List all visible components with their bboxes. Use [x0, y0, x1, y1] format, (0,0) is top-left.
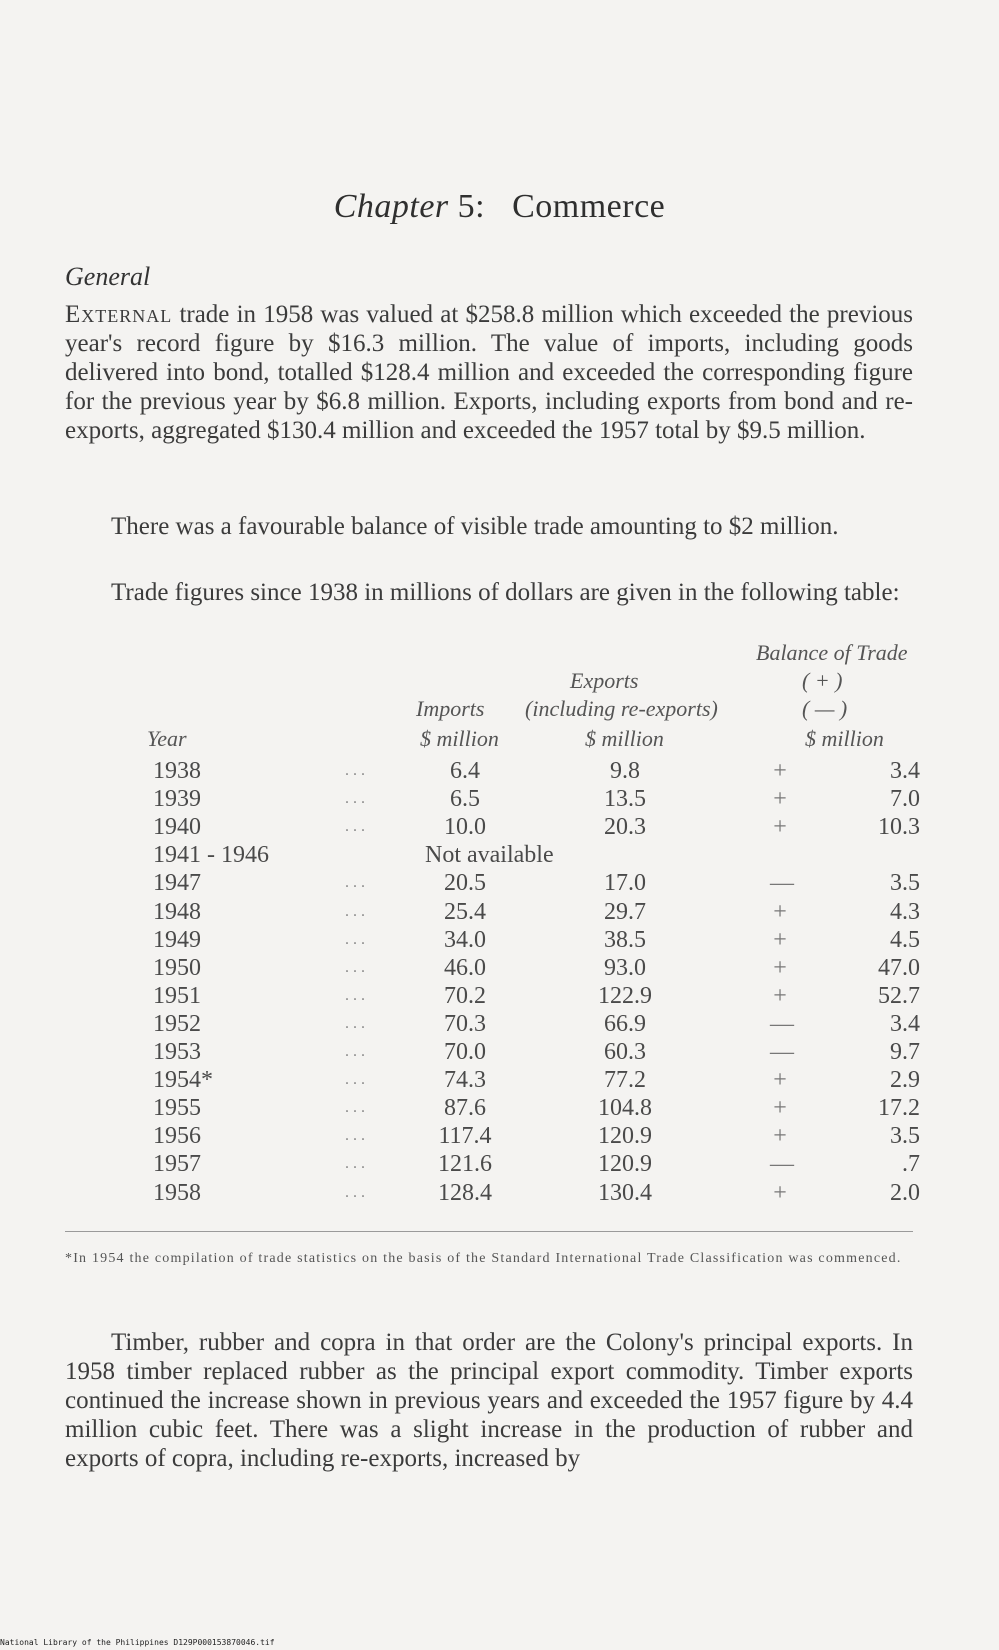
paragraph-exports: Timber, rubber and copra in that order are the Colony's principal exports. In 1958 timber replaced rubber as the principal export commodity. Timber exports continued the increase shown in previous years and exceeded the 1957 figure by 4.4 million cubic feet. There was a slight increase in the production of rubber and exports of copra, including re-exports, increased by — [65, 1329, 913, 1472]
table-row — [65, 1151, 920, 1179]
cell-balance: 10.3 — [878, 814, 920, 841]
cell-year: 1941 - 1946 — [153, 842, 269, 869]
cell-imports: 25.4 — [444, 898, 486, 925]
cell-exports: 38.5 — [604, 926, 646, 953]
scan-label: National Library of the Philippines D129P000153870046.tif — [0, 1638, 275, 1647]
cell-year: 1955 — [153, 1095, 201, 1122]
trade-table — [65, 640, 920, 1220]
cell-imports: 128.4 — [438, 1179, 492, 1206]
lead-word: External — [65, 301, 173, 328]
table-row — [65, 786, 920, 814]
cell-year: 1957 — [153, 1151, 201, 1178]
cell-year: 1948 — [153, 898, 201, 925]
cell-year: 1949 — [153, 926, 201, 953]
cell-exports: 93.0 — [604, 954, 646, 981]
chapter-prefix: Chapter — [333, 188, 449, 225]
cell-imports: 117.4 — [438, 1123, 492, 1150]
footnote-divider — [65, 1231, 913, 1232]
cell-year: 1954* — [153, 1067, 213, 1094]
cell-balance: 7.0 — [890, 786, 920, 813]
cell-exports: 13.5 — [604, 786, 646, 813]
header-imports-unit: $ million — [420, 726, 499, 751]
cell-year: 1951 — [153, 982, 201, 1009]
cell-balance: 3.5 — [890, 870, 920, 897]
cell-imports: 10.0 — [444, 814, 486, 841]
cell-exports: 17.0 — [604, 870, 646, 897]
cell-exports: 9.8 — [610, 758, 640, 784]
cell-balance-sign: + — [773, 1179, 787, 1206]
chapter-name: Commerce — [512, 188, 666, 225]
cell-imports: 70.3 — [444, 1010, 486, 1037]
cell-leader-dots: . . . — [345, 1183, 365, 1201]
header-exports-unit: $ million — [585, 726, 664, 751]
chapter-number: 5: — [457, 188, 486, 225]
cell-leader-dots: . . . — [345, 958, 365, 976]
cell-year: 1939 — [153, 786, 201, 813]
cell-balance: .7 — [902, 1151, 920, 1178]
cell-balance-sign: + — [773, 954, 787, 981]
table-row — [65, 758, 920, 786]
cell-leader-dots: . . . — [345, 1014, 365, 1032]
cell-leader-dots: . . . — [345, 1127, 365, 1145]
table-row — [65, 1123, 920, 1151]
cell-imports: 74.3 — [444, 1067, 486, 1094]
table-row — [65, 926, 920, 955]
cell-year: 1940 — [153, 814, 201, 841]
cell-exports: 29.7 — [604, 898, 646, 925]
cell-year: 1956 — [153, 1123, 201, 1150]
cell-imports: 121.6 — [438, 1151, 492, 1178]
cell-balance: 3.4 — [890, 1010, 920, 1037]
cell-year: 1953 — [153, 1039, 201, 1065]
cell-balance-sign: + — [773, 1095, 787, 1122]
cell-balance-sign: + — [773, 982, 787, 1009]
cell-balance-sign: + — [773, 898, 787, 925]
cell-imports: 20.5 — [444, 870, 486, 897]
table-row — [65, 1067, 920, 1095]
cell-balance: 2.0 — [890, 1179, 920, 1206]
cell-year: 1958 — [153, 1179, 201, 1206]
cell-balance: 4.3 — [890, 898, 920, 925]
cell-balance: 3.4 — [890, 758, 920, 784]
cell-balance-sign: + — [773, 1123, 787, 1150]
cell-exports: 20.3 — [604, 814, 646, 841]
cell-imports: 46.0 — [444, 954, 486, 981]
chapter-title — [0, 188, 999, 226]
cell-leader-dots: . . . — [345, 986, 365, 1004]
cell-exports: 66.9 — [604, 1010, 646, 1037]
table-row — [65, 954, 920, 983]
table-row — [65, 1039, 920, 1067]
cell-leader-dots: . . . — [345, 874, 365, 892]
paragraph-balance: There was a favourable balance of visible trade amounting to $2 million. — [111, 513, 839, 540]
cell-leader-dots: . . . — [345, 1043, 365, 1060]
cell-leader-dots: . . . — [345, 1155, 365, 1173]
cell-year: 1938 — [153, 758, 201, 784]
cell-balance-sign: + — [773, 758, 787, 784]
cell-imports: 6.4 — [450, 758, 480, 784]
cell-imports: 6.5 — [450, 786, 480, 813]
footnote: *In 1954 the compilation of trade statistics on the basis of the Standard International Trade Classification was commenced. — [65, 1251, 902, 1266]
cell-leader-dots: . . . — [345, 1071, 365, 1089]
table-row — [65, 898, 920, 927]
cell-balance-sign: + — [773, 786, 787, 813]
cell-balance-sign: + — [773, 926, 787, 953]
cell-imports: 70.0 — [444, 1039, 486, 1065]
table-row — [65, 870, 920, 898]
cell-balance: 4.5 — [890, 926, 920, 953]
table-row — [65, 814, 920, 842]
section-heading: General — [65, 262, 151, 291]
header-balance-title: Balance of Trade — [756, 640, 908, 665]
cell-leader-dots: . . . — [345, 818, 365, 836]
header-balance-plus: ( + ) — [802, 668, 843, 693]
cell-balance-sign: — — [770, 1010, 794, 1037]
cell-balance: 9.7 — [890, 1039, 920, 1065]
cell-balance: 17.2 — [878, 1095, 920, 1122]
cell-balance-sign: + — [773, 1067, 787, 1094]
cell-leader-dots: . . . — [345, 762, 365, 779]
cell-exports: 120.9 — [598, 1151, 652, 1178]
cell-exports: 120.9 — [598, 1123, 652, 1150]
cell-year: 1947 — [153, 870, 201, 897]
header-exports-title: Exports — [570, 668, 639, 693]
cell-balance: 3.5 — [890, 1123, 920, 1150]
cell-imports: 70.2 — [444, 982, 486, 1009]
cell-exports: 60.3 — [604, 1039, 646, 1065]
table-row — [65, 1179, 920, 1208]
cell-leader-dots: . . . — [345, 790, 365, 808]
cell-note: Not available — [425, 842, 554, 869]
cell-exports: 122.9 — [598, 982, 652, 1009]
cell-imports: 87.6 — [444, 1095, 486, 1122]
table-row — [65, 1095, 920, 1123]
cell-year: 1950 — [153, 954, 201, 981]
cell-balance: 2.9 — [890, 1067, 920, 1094]
header-balance-unit: $ million — [805, 726, 884, 751]
cell-exports: 130.4 — [598, 1179, 652, 1206]
header-exports-sub: (including re-exports) — [525, 696, 718, 721]
header-balance-minus: ( — ) — [802, 696, 848, 721]
cell-leader-dots: . . . — [345, 930, 365, 948]
table-row — [65, 1010, 920, 1039]
header-year: Year — [147, 726, 187, 751]
cell-balance-sign: — — [770, 1151, 794, 1178]
cell-balance-sign: — — [770, 1039, 794, 1065]
cell-year: 1952 — [153, 1010, 201, 1037]
table-row — [65, 842, 913, 870]
cell-imports: 34.0 — [444, 926, 486, 953]
cell-balance: 52.7 — [878, 982, 920, 1009]
cell-exports: 77.2 — [604, 1067, 646, 1094]
table-row — [65, 982, 920, 1011]
cell-balance: 47.0 — [878, 954, 920, 981]
paragraph-table-intro: Trade figures since 1938 in millions of dollars are given in the following table: — [111, 579, 900, 606]
cell-leader-dots: . . . — [345, 902, 365, 920]
cell-leader-dots: . . . — [345, 1099, 365, 1117]
cell-exports: 104.8 — [598, 1095, 652, 1122]
paragraph-external-trade — [65, 300, 913, 445]
cell-balance-sign: — — [770, 870, 794, 897]
header-imports-title: Imports — [416, 696, 485, 721]
cell-balance-sign: + — [773, 814, 787, 841]
paragraph-text: trade in 1958 was valued at $258.8 million which exceeded the previous year's record figure by $16.3 million. The value of imports, including goods delivered into bond, totalled $128.4 million and exceeded the corresponding figure for the previous year by $6.8 million. Exports, including exports from bond and re-exports, aggregated $130.4 million and exceeded the 1957 total by $9.5 million. — [65, 301, 913, 444]
